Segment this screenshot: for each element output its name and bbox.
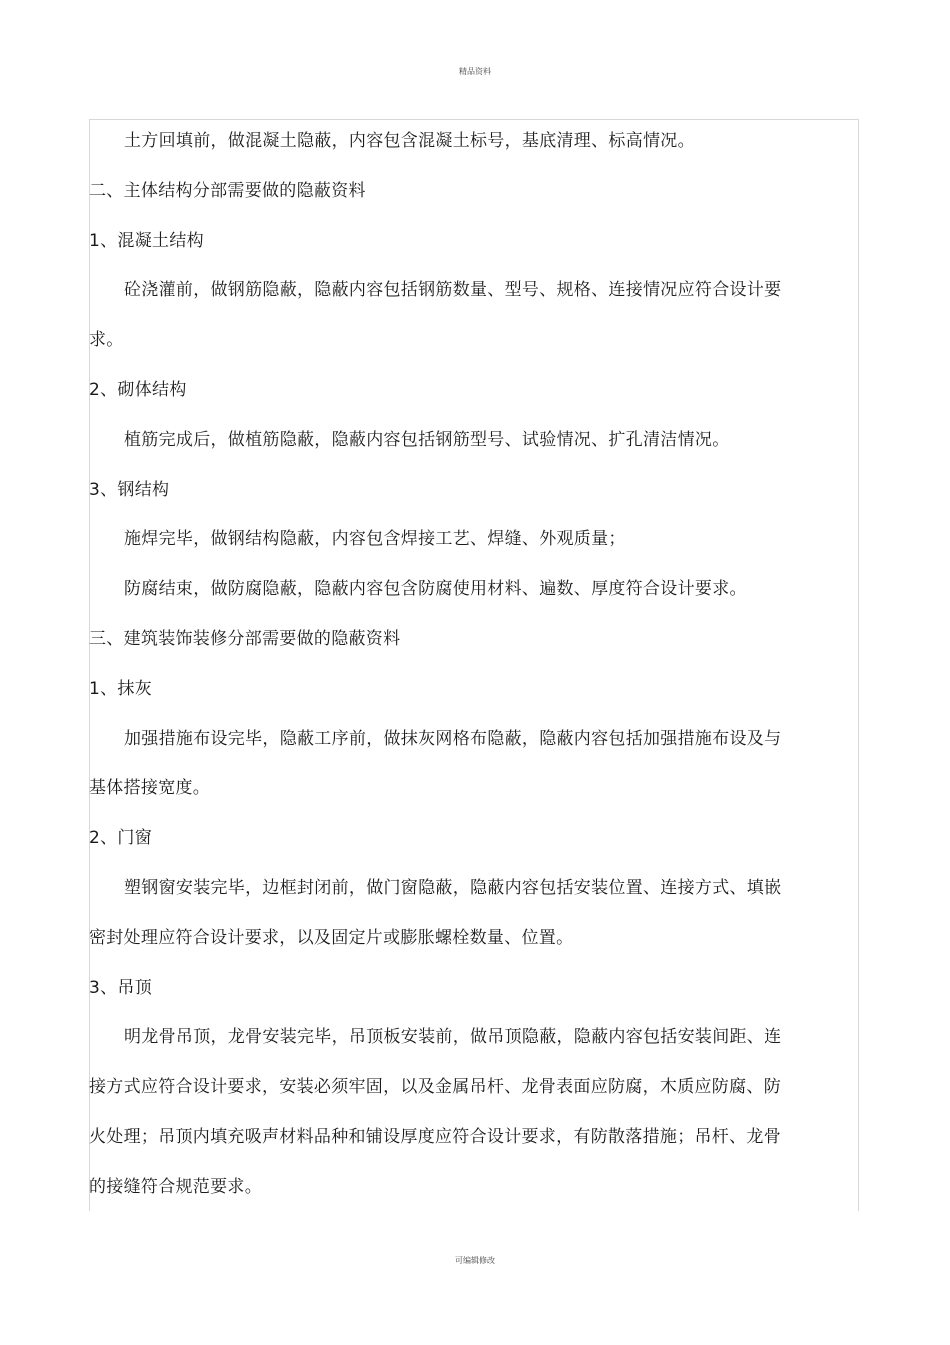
- text-line: 塑钢窗安装完毕，边框封闭前，做门窗隐蔽，隐蔽内容包括安装位置、连接方式、填嵌: [124, 877, 782, 898]
- page-footer-note: 可编辑修改: [455, 1256, 495, 1265]
- text-line: 施焊完毕，做钢结构隐蔽，内容包含焊接工艺、焊缝、外观质量；: [124, 529, 626, 550]
- subsection-heading: 1、混凝土结构: [89, 230, 204, 251]
- text-line: 防腐结束，做防腐隐蔽，隐蔽内容包含防腐使用材料、遍数、厚度符合设计要求。: [124, 579, 747, 600]
- page-header-note: 精品资料: [459, 67, 491, 76]
- text-line: 加强措施布设完毕，隐蔽工序前，做抹灰网格布隐蔽，隐蔽内容包括加强措施布设及与: [124, 728, 782, 749]
- subsection-heading: 3、钢结构: [89, 479, 170, 500]
- text-line: 植筋完成后，做植筋隐蔽，隐蔽内容包括钢筋型号、试验情况、扩孔清洁情况。: [124, 429, 730, 450]
- subsection-heading: 1、抹灰: [89, 678, 153, 699]
- subsection-heading: 2、砌体结构: [89, 379, 187, 400]
- text-line: 火处理；吊顶内填充吸声材料品种和铺设厚度应符合设计要求，有防散落措施；吊杆、龙骨: [89, 1126, 781, 1147]
- text-line: 的接缝符合规范要求。: [89, 1176, 262, 1197]
- text-line: 接方式应符合设计要求，安装必须牢固，以及金属吊杆、龙骨表面应防腐，木质应防腐、防: [89, 1077, 781, 1098]
- text-line: 土方回填前，做混凝土隐蔽，内容包含混凝土标号，基底清理、标高情况。: [124, 131, 695, 151]
- text-line: 砼浇灌前，做钢筋隐蔽，隐蔽内容包括钢筋数量、型号、规格、连接情况应符合设计要: [124, 280, 782, 301]
- text-line: 密封处理应符合设计要求，以及固定片或膨胀螺栓数量、位置。: [89, 927, 574, 948]
- document-body: [89, 117, 814, 1213]
- subsection-heading: 2、门窗: [89, 828, 153, 849]
- text-line: 明龙骨吊顶，龙骨安装完毕，吊顶板安装前，做吊顶隐蔽，隐蔽内容包括安装间距、连: [124, 1027, 782, 1048]
- text-line: 基体搭接宽度。: [89, 778, 211, 799]
- section-heading: 二、主体结构分部需要做的隐蔽资料: [89, 180, 366, 201]
- text-line: 求。: [89, 330, 124, 351]
- section-heading: 三、建筑装饰装修分部需要做的隐蔽资料: [89, 628, 401, 649]
- subsection-heading: 3、吊顶: [89, 977, 153, 998]
